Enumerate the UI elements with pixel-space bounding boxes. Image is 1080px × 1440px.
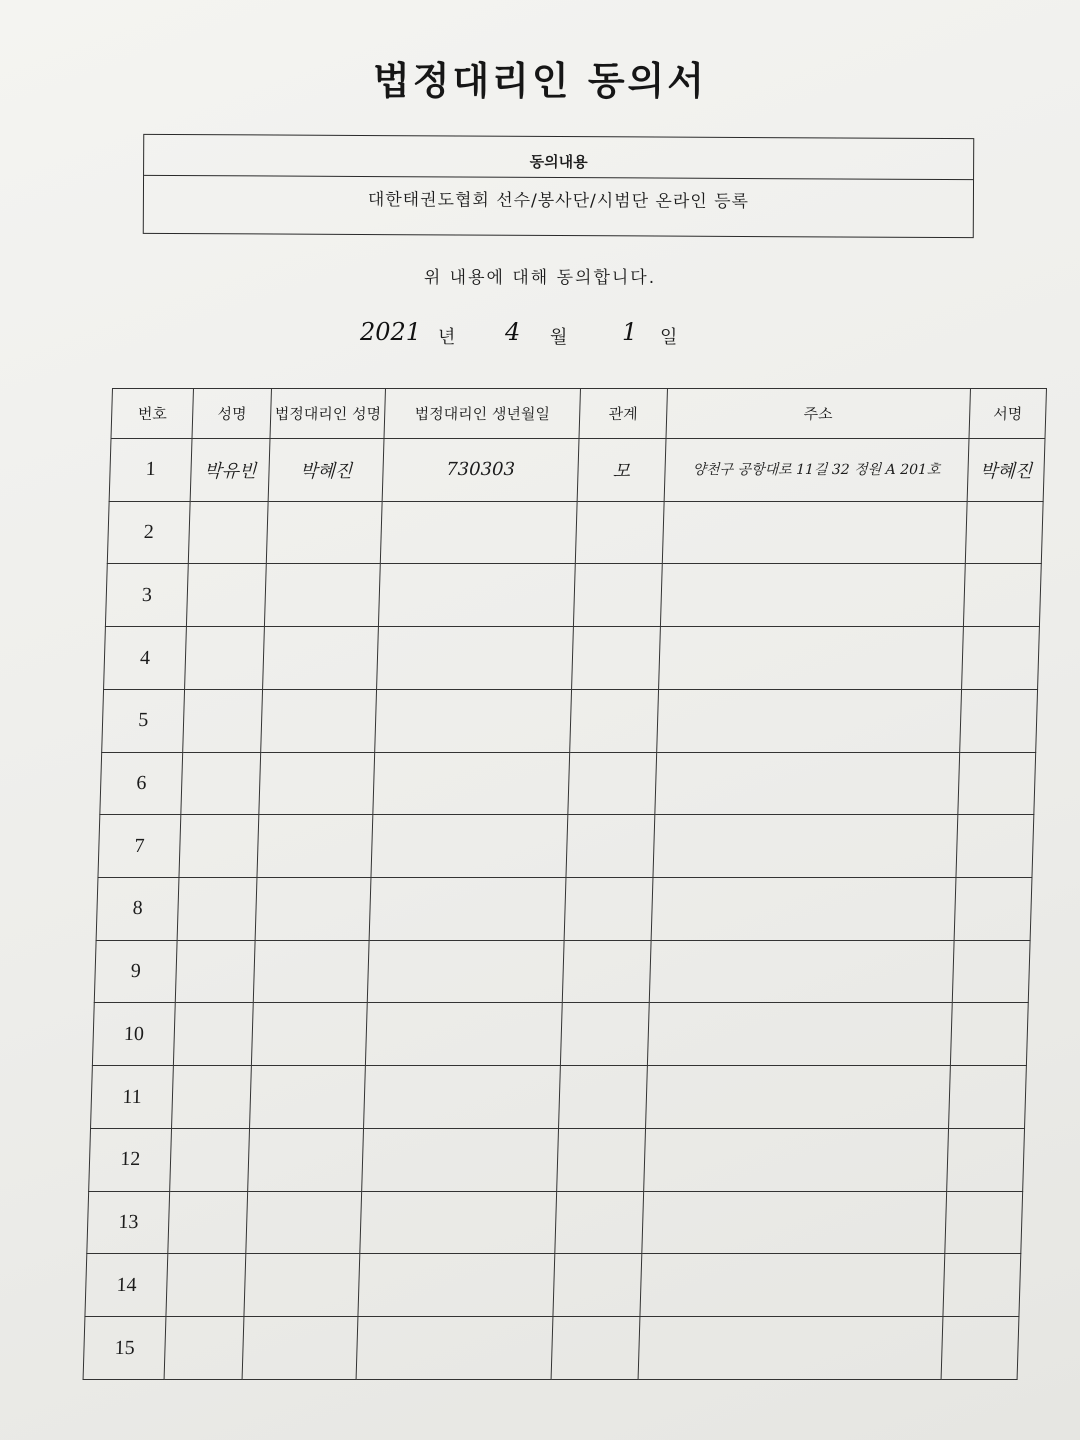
table-row	[102, 689, 1038, 752]
cell-number: 5	[102, 689, 185, 752]
cell-guardian-name	[252, 1003, 368, 1066]
cell-signature: 박혜진	[967, 439, 1045, 502]
cell-guardian-birth	[356, 1317, 553, 1380]
cell-number: 12	[89, 1128, 172, 1191]
date-year: 2021	[360, 318, 422, 346]
cell-relation	[557, 1128, 646, 1191]
registration-table	[83, 388, 1047, 1380]
table-row	[85, 1254, 1021, 1317]
cell-number: 7	[98, 815, 181, 878]
cell-relation	[564, 878, 653, 941]
cell-address	[643, 1128, 948, 1191]
date-month-unit: 월	[550, 327, 568, 348]
cell-name: 박유빈	[190, 439, 270, 502]
agreement-statement: 위 내용에 대해 동의합니다.	[423, 268, 657, 288]
cell-name	[170, 1128, 250, 1191]
cell-number: 11	[91, 1066, 174, 1129]
cell-guardian-name	[255, 878, 371, 941]
cell-signature	[956, 815, 1034, 878]
cell-name	[189, 501, 269, 564]
cell-relation	[562, 940, 651, 1003]
cell-relation	[559, 1066, 648, 1129]
table-row	[98, 815, 1034, 878]
table-row	[94, 940, 1030, 1003]
date-year-unit: 년	[438, 327, 456, 348]
cell-guardian-birth	[378, 564, 575, 627]
cell-guardian-name	[242, 1317, 358, 1380]
cell-guardian-name	[253, 940, 369, 1003]
cell-relation	[568, 752, 657, 815]
registration-table-wrap	[90, 388, 1033, 1380]
table-row	[104, 627, 1040, 690]
cell-address	[645, 1066, 950, 1129]
cell-name	[168, 1191, 248, 1254]
cell-guardian-name	[246, 1191, 362, 1254]
cell-guardian-birth	[369, 878, 566, 941]
cell-name	[181, 752, 261, 815]
cell-name	[179, 815, 259, 878]
date-day: 1	[622, 318, 638, 346]
cell-guardian-name	[267, 501, 383, 564]
cell-address	[655, 752, 960, 815]
cell-signature	[960, 689, 1038, 752]
table-row	[92, 1003, 1028, 1066]
cell-guardian-birth	[377, 627, 574, 690]
cell-guardian-birth	[367, 940, 564, 1003]
cell-relation	[555, 1191, 644, 1254]
cell-guardian-name: 박혜진	[268, 439, 384, 502]
cell-number: 6	[100, 752, 183, 815]
cell-guardian-birth	[365, 1003, 562, 1066]
table-row	[100, 752, 1036, 815]
header-address: 주소	[666, 389, 971, 439]
cell-relation	[572, 627, 661, 690]
cell-number: 4	[104, 627, 187, 690]
cell-guardian-birth	[362, 1128, 559, 1191]
cell-guardian-birth	[371, 815, 568, 878]
cell-name	[164, 1317, 244, 1380]
cell-number: 2	[107, 501, 190, 564]
cell-guardian-birth	[364, 1066, 561, 1129]
consent-body: 대한태권도협회 선수/봉사단/시범단 온라인 등록	[367, 190, 750, 212]
header-number: 번호	[111, 389, 194, 439]
cell-signature	[943, 1254, 1021, 1317]
cell-guardian-name	[248, 1128, 364, 1191]
cell-relation	[566, 815, 655, 878]
cell-signature	[941, 1317, 1019, 1380]
table-row	[91, 1066, 1027, 1129]
cell-address	[656, 689, 961, 752]
cell-address	[651, 878, 956, 941]
cell-address	[653, 815, 958, 878]
table-row	[87, 1191, 1023, 1254]
cell-signature	[958, 752, 1036, 815]
cell-address	[662, 501, 967, 564]
date-month: 4	[505, 318, 521, 346]
cell-name	[185, 627, 265, 690]
cell-address	[658, 627, 963, 690]
cell-address	[638, 1317, 943, 1380]
cell-signature	[962, 627, 1040, 690]
cell-signature	[945, 1191, 1023, 1254]
cell-guardian-name	[261, 689, 377, 752]
date-day-unit: 일	[660, 327, 678, 348]
cell-signature	[954, 878, 1032, 941]
cell-guardian-name	[265, 564, 381, 627]
header-name: 성명	[192, 389, 271, 439]
date-line	[360, 318, 720, 358]
cell-guardian-name	[263, 627, 379, 690]
cell-guardian-birth: 730303	[382, 439, 579, 502]
consent-header: 동의내용	[144, 145, 973, 180]
header-guardian-birth: 법정대리인 생년월일	[384, 389, 581, 439]
cell-number: 3	[105, 564, 188, 627]
cell-guardian-name	[250, 1066, 366, 1129]
cell-number: 10	[92, 1003, 175, 1066]
cell-number: 9	[94, 940, 177, 1003]
cell-name	[183, 689, 263, 752]
cell-signature	[965, 501, 1043, 564]
cell-number: 14	[85, 1254, 168, 1317]
table-row	[105, 564, 1041, 627]
cell-name	[175, 940, 255, 1003]
document-title: 법정대리인 동의서	[373, 59, 707, 103]
cell-address	[649, 940, 954, 1003]
cell-guardian-name	[257, 815, 373, 878]
cell-name	[174, 1003, 254, 1066]
cell-relation: 모	[577, 439, 666, 502]
cell-number: 13	[87, 1191, 170, 1254]
header-guardian-name: 법정대리인 성명	[270, 389, 385, 439]
cell-address	[642, 1191, 947, 1254]
cell-signature	[950, 1003, 1028, 1066]
cell-signature	[952, 940, 1030, 1003]
cell-relation	[570, 689, 659, 752]
cell-guardian-birth	[360, 1191, 557, 1254]
cell-relation	[575, 501, 664, 564]
cell-guardian-birth	[358, 1254, 555, 1317]
cell-signature	[947, 1128, 1025, 1191]
cell-name	[177, 878, 257, 941]
table-row	[83, 1317, 1019, 1380]
cell-guardian-name	[244, 1254, 360, 1317]
cell-relation	[551, 1317, 640, 1380]
cell-relation	[573, 564, 662, 627]
cell-guardian-birth	[380, 501, 577, 564]
table-row	[107, 501, 1043, 564]
cell-relation	[553, 1254, 642, 1317]
table-header-row	[111, 389, 1046, 439]
table-row	[109, 439, 1045, 502]
cell-number: 15	[83, 1317, 166, 1380]
cell-number: 8	[96, 878, 179, 941]
table-row	[89, 1128, 1025, 1191]
cell-signature	[964, 564, 1042, 627]
cell-guardian-birth	[375, 689, 572, 752]
cell-guardian-name	[259, 752, 375, 815]
cell-number: 1	[109, 439, 192, 502]
cell-address	[660, 564, 965, 627]
header-signature: 서명	[969, 389, 1046, 439]
header-relation: 관계	[579, 389, 667, 439]
cell-name	[187, 564, 267, 627]
table-row	[96, 878, 1032, 941]
cell-name	[166, 1254, 246, 1317]
cell-guardian-birth	[373, 752, 570, 815]
cell-name	[172, 1066, 252, 1129]
cell-address	[640, 1254, 945, 1317]
cell-address: 양천구 공항대로 11길 32 정원 A 201호	[664, 439, 969, 502]
cell-relation	[560, 1003, 649, 1066]
cell-signature	[949, 1066, 1027, 1129]
cell-address	[647, 1003, 952, 1066]
consent-box	[143, 134, 975, 238]
